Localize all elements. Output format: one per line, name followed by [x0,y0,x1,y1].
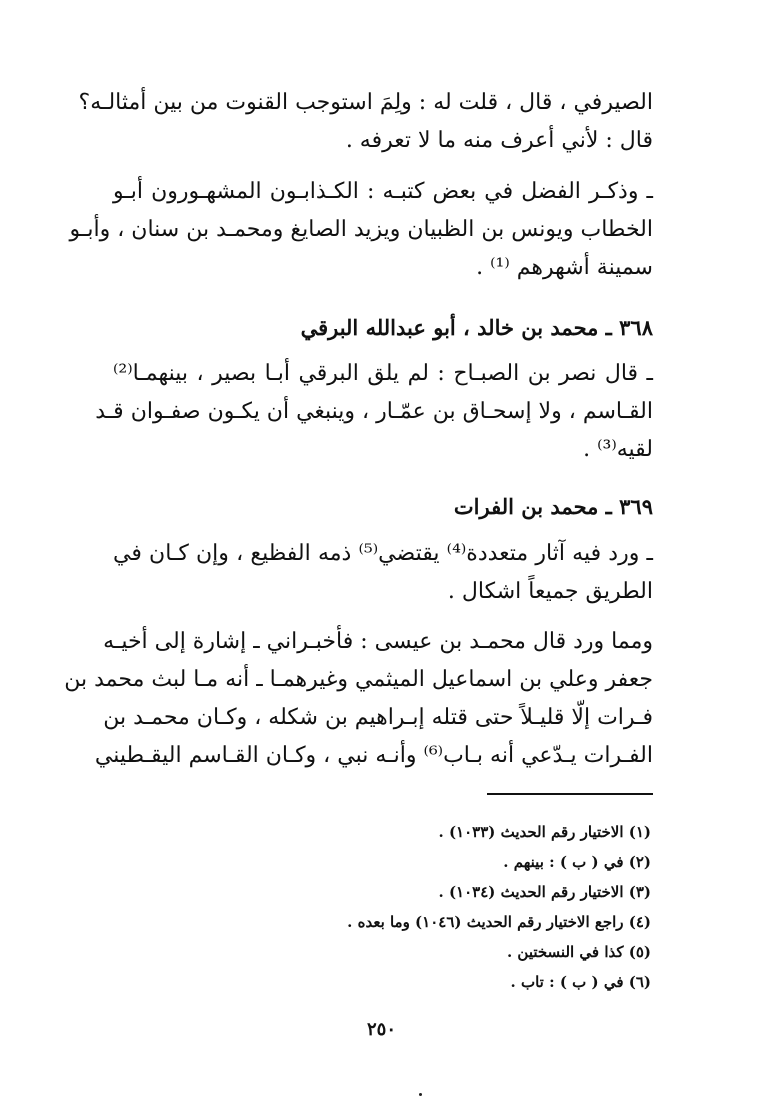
page-number: ٢٥٠ [366,1019,396,1040]
scan-speck [419,1093,422,1096]
paragraph-5 [64,627,653,779]
footnote-divider [487,793,653,795]
footnote: (٣) الاختيار رقم الحديث (١٠٣٤) . [438,883,651,901]
footnote: (٤) راجع الاختيار رقم الحديث (١٠٤٦) وما بعده . [347,913,651,931]
text-line: ـ قال نصر بن الصبـاح : لم يلق البرقي أبـا بصير ، بينهمـا⁽²⁾ [113,361,653,386]
paragraph-3 [95,359,653,473]
text-line: فـرات إلّا قليـلاً حتى قتله إبـراهيم بن شكله ، وكـان محمـد بن [103,705,653,730]
text-line: الطريق جميعاً اشكال . [447,579,653,604]
text-line: ومما ورد قال محمـد بن عيسى : فأخبـراني ـ إشارة إلى أخيـه [103,629,653,654]
text-line: ـ وذكـر الفضل في بعض كتبـه : الكـذابـون المشهـورون أبـو [113,179,653,204]
text-line: قال : لأني أعرف منه ما لا تعرفه . [345,128,653,153]
text-line: جعفر وعلي بن اسماعيل الميثمي وغيرهمـا ـ أنه مـا لبث محمد بن [64,667,653,692]
footnote: (٢) في ( ب ) : بينهم . [503,853,651,871]
paragraph-2 [69,177,653,291]
text-line: ـ ورد فيه آثار متعددة⁽⁴⁾ يقتضي⁽⁵⁾ ذمه الفظيع ، وإن كـان في [113,541,653,566]
text-line: الخطاب ويونس بن الظبيان ويزيد الصايغ ومحمـد بن سنان ، وأبـو [69,217,653,242]
text-line: لقيه⁽³⁾ . [583,437,653,462]
entry-heading-368 [113,313,653,343]
entry-heading: ٣٦٩ ـ محمد بن الفرات [453,494,653,519]
text-line: الصيرفي ، قال ، قلت له : ولِمَ استوجب القنوت من بين أمثالـه؟ [78,90,653,115]
footnote: (٥) كذا في النسختين . [506,943,651,961]
text-line: سمينة أشهرهم ⁽¹⁾ . [476,255,653,280]
entry-heading-369 [113,492,653,522]
text-line: الفـرات يـدّعي أنه بـاب⁽⁶⁾ وأنـه نبي ، وكـان القـاسم اليقـطيني [94,743,653,768]
paragraph-4 [113,539,653,615]
text-line: القـاسم ، ولا إسحـاق بن عمّـار ، وينبغي أن يكـون صفـوان قـد [95,399,653,424]
footnote: (٦) في ( ب ) : تاب . [510,973,651,991]
footnote: (١) الاختيار رقم الحديث (١٠٣٣) . [438,823,651,841]
entry-heading: ٣٦٨ ـ محمد بن خالد ، أبو عبدالله البرقي [300,315,653,340]
paragraph-1 [78,88,653,164]
